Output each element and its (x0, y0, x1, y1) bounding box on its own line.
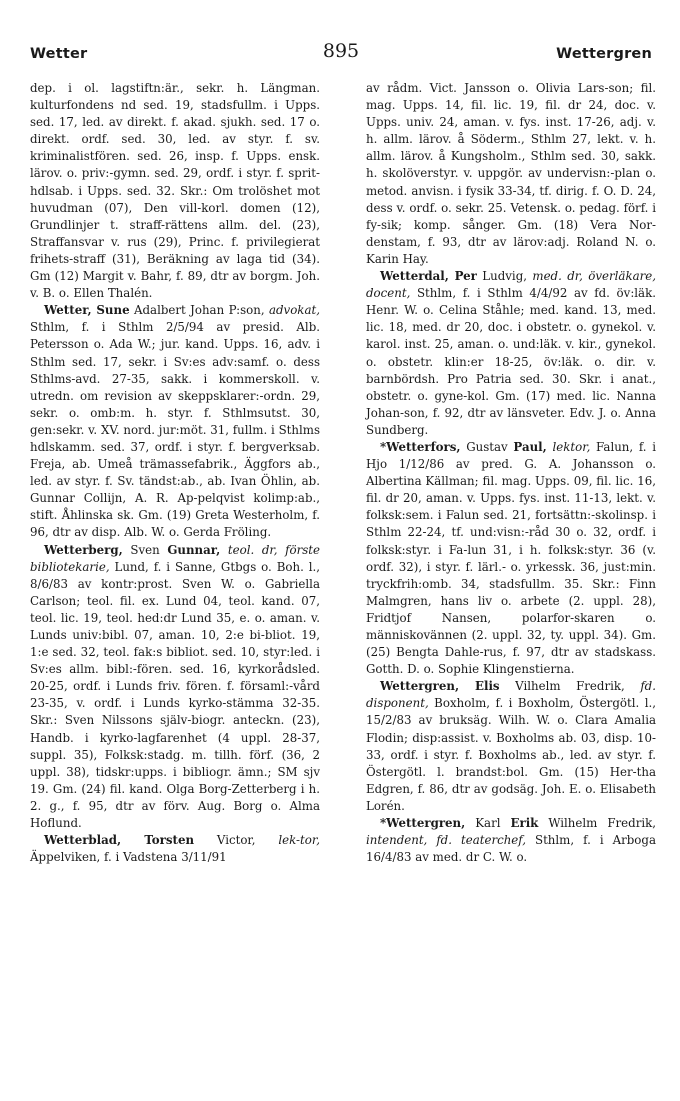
entry-text: Karl (465, 816, 511, 831)
entry-text: Sthlm, f. i Sthlm 2/5/94 av presid. Alb. Petersson o. Ada W.; jur. kand. Upps. 16, adv. i Sthlm sed. 17, sekr. i Sv:es adv:samf. o. dess Sthlms-avd. 27-35, sakk. i kommerskoll. v. utredn. om revision av skeppsklarer:-ordn. 29, sekr. o. omb:m. h. styr. f. Sthlmsutst. 30, gen:sekr. v. XV. nord. jur:möt. 31, fullm. i Sthlms hdlskamm. sed. 37, ordf. i styr. f. bergverksab. Freja, ab. Umeå trämassefabrik., Äggfors ab., led. av styr. f. Sv. tändst:ab., ab. Ivan Öhlin, ab. Gunnar Collijn, A. R. Ap-pelqvist kolimp:ab., stift. Åhlinska sk. Gm. (19) Greta Westerholm, f. 96, dtr av disp. Alb. W. o. Gerda Fröling. (30, 320, 320, 540)
running-head-right: Wettergren (556, 46, 652, 62)
page-number: 895 (322, 40, 360, 62)
left-column (30, 80, 320, 866)
entry-name: Wettergren, Elis (380, 679, 500, 694)
entry-title: lek-tor, (278, 833, 320, 848)
entry-name: Wetterblad, Torsten (44, 833, 195, 848)
entry-text: Victor, (194, 833, 279, 848)
entry-text: Wilhelm Fredrik, (538, 816, 657, 831)
entry-text: Äppelviken, f. i Vadstena 3/11/91 (30, 850, 227, 865)
biography-entry (366, 268, 656, 439)
biography-entry (366, 678, 656, 815)
entry-text: Sthlm, f. i Arboga 16/4/83 av med. dr C. W. o. (366, 833, 656, 865)
biography-entry (366, 439, 656, 678)
biography-entry (30, 80, 320, 302)
entry-text (220, 543, 228, 557)
entry-text: Sthlm, f. i Sthlm 4/4/92 av fd. öv:läk. Henr. W. o. Celina Ståhle; med. kand. 13, med. lic. 18, med. dr 20, doc. i obstetr. o. gynekol. v. karol. inst. 25, aman. o. und:läk. v. kir., gynekol. o. obstetr. klin:er 18-25, öv:läk. o. dir. v. barnbördsh. Pro Patria sed. 30. Skr. i anat., obstetr. o. gyne-kol. Gm. (17) med. lic. Nanna Johan-son, f. 92, dtr av länsveter. Edv. J. o. Anna Sundberg. (366, 286, 656, 437)
entry-name: *Wettergren, (380, 816, 466, 831)
biography-entry (30, 302, 320, 541)
entry-title: intendent, fd. teaterchef, (366, 833, 526, 848)
entry-name: Gunnar, (167, 542, 221, 557)
entry-text: Falun, f. i Hjo 1/12/86 av pred. G. A. Johansson o. Albertina Källman; fil. mag. Upps. 09, fil. lic. 16, fil. dr 20, aman. v. Upps. fys. inst. 11-13, lekt. v. folksk:sem. i Falun sed. 21, fortsättn:-skolinsp. i Sthlm 22-24, tf. und:visn:-råd 30 o. 32, ordf. i folksk:styr. i Fa-lun 31, i h. folksk:styr. 36 (v. ordf. 32), i styr. f. lärl.- o. yrkessk. 36, just:min. tryckfrih:omb. 34, stadsfullm. 35. Skr.: Finn Malmgren, hans liv o. arbete (2. uppl. 28), Fridtjof Nansen, polarfor-skaren o. människovännen (2. uppl. 32, ty. uppl. 34). Gm. (25) Bengta Dahle-rus, f. 97, dtr av stadskass. Gotth. D. o. Sophie Klingenstierna. (366, 439, 657, 677)
entry-name: *Wetterfors, (380, 439, 461, 454)
entry-text: dep. i ol. lagstiftn:är., sekr. h. Längman. kulturfondens nd sed. 19, stadsfullm. i Upps. sed. 17, led. av direkt. f. akad. sjukh. sed. 17 o. direkt. ordf. sed. 30, led. av styr. f. sv. kriminalistfören. sed. 26, insp. f. Upps. ensk. lärov. o. priv:-gymn. sed. 29, ordf. i styr. f. sprit-hdlsab. i Upps. sed. 32. Skr.: Om trolöshet mot huvudman (07), Den vill-korl. domen (12), Grundlinjer t. straff-rättens allm. del. (23), Straffansvar v. rus (29), Princ. f. privilegierat frihets-straff (31), Beräkning av laga tid (34). Gm (12) Margit v. Bahr, f. 89, dtr av borgm. Joh. v. B. o. Ellen Thalén. (30, 81, 320, 301)
biography-entry (30, 832, 320, 866)
entry-title: med. dr, överläkare, docent, (366, 269, 656, 301)
entry-name: Erik (510, 816, 539, 831)
entry-name: Paul, (513, 439, 547, 454)
entry-text: av rådm. Vict. Jansson o. Olivia Lars-son; fil. mag. Upps. 14, fil. lic. 19, fil. dr 24, doc. v. Upps. univ. 24, aman. v. fys. inst. 17-26, adj. v. h. allm. lärov. å Söderm., Sthlm 27, lekt. v. h. allm. lärov. å Kungsholm., Sthlm sed. 30, sakk. h. skolöverstyr. v. uppgör. av undervisn:-plan o. metod. anvisn. i fysik 33-34, tf. dirig. f. O. D. 24, dess v. ordf. o. sekr. 25. Vetensk. o. pedag. förf. i fy-sik; komp. sånger. Gm. (18) Vera Nor-denstam, f. 93, dtr av lärov:adj. Roland N. o. Karin Hay. (366, 81, 656, 266)
entry-name: Wetter, Sune (44, 303, 130, 318)
entry-text: Adalbert Johan P:son, (129, 303, 269, 318)
entry-text: Lund, f. i Sanne, Gtbgs o. Boh. l., 8/6/83 av kontr:prost. Sven W. o. Gabriella Carlson; teol. fil. ex. Lund 04, teol. kand. 07, teol. lic. 19, teol. hed:dr Lund 35, e. o. aman. v. Lunds univ:bibl. 07, aman. 10, 2:e bi-bliot. 19, 1:e sed. 32, teol. fak:s bibliot. sed. 10, styr:led. i Sv:es allm. bibl:-fören. sed. 16, kyrkorådsled. 20-25, ordf. i Lunds friv. fören. f. församl:-vård 23-35, v. ordf. i Lunds kyrko-stämma 32-35. Skr.: Sven Nilssons själv-biogr. anteckn. (23), Handb. i kyrko-lagfarenhet (4 uppl. 28-37, suppl. 35), Folksk:stadg. m. tillh. förf. (36, 2 uppl. 38), tidskr:upps. i bibliogr. ämn.; SM sjv 19. Gm. (24) fil. kand. Olga Borg-Zetterberg i h. 2. g., f. 95, dtr av förv. Aug. Borg o. Alma Hoflund. (30, 559, 320, 831)
entry-text: Vilhelm Fredrik, (499, 679, 641, 694)
entry-text: Gustav (460, 439, 514, 454)
entry-name: Wetterdal, Per (380, 269, 477, 284)
entry-title: lektor, (552, 439, 591, 454)
entry-name: Wetterberg, (44, 542, 123, 557)
page-header (30, 40, 652, 70)
biography-entry (366, 815, 656, 866)
running-head-left: Wetter (30, 46, 88, 62)
entry-text: Sven (122, 542, 168, 557)
entry-title: advokat, (268, 303, 320, 318)
entry-text: Ludvig, (476, 269, 533, 284)
entry-title: fd. disponent, (366, 679, 656, 711)
biography-entry (30, 542, 320, 833)
biography-entry (366, 80, 656, 268)
entry-title: teol. dr, förste bibliotekarie, (30, 542, 320, 574)
right-column (366, 80, 656, 866)
entry-text: Boxholm, f. i Boxholm, Östergötl. l., 15/2/83 av bruksäg. Wilh. W. o. Clara Amalia Flodin; disp:assist. v. Boxholms ab. 03, disp. 10-33, ordf. i styr. f. Boxholms ab., led. av styr. f. Östergötl. l. brandst:bol. Gm. (15) Her-tha Edgren, f. 86, dtr av godsäg. Joh. E. o. Elisabeth Lorén. (366, 696, 656, 813)
